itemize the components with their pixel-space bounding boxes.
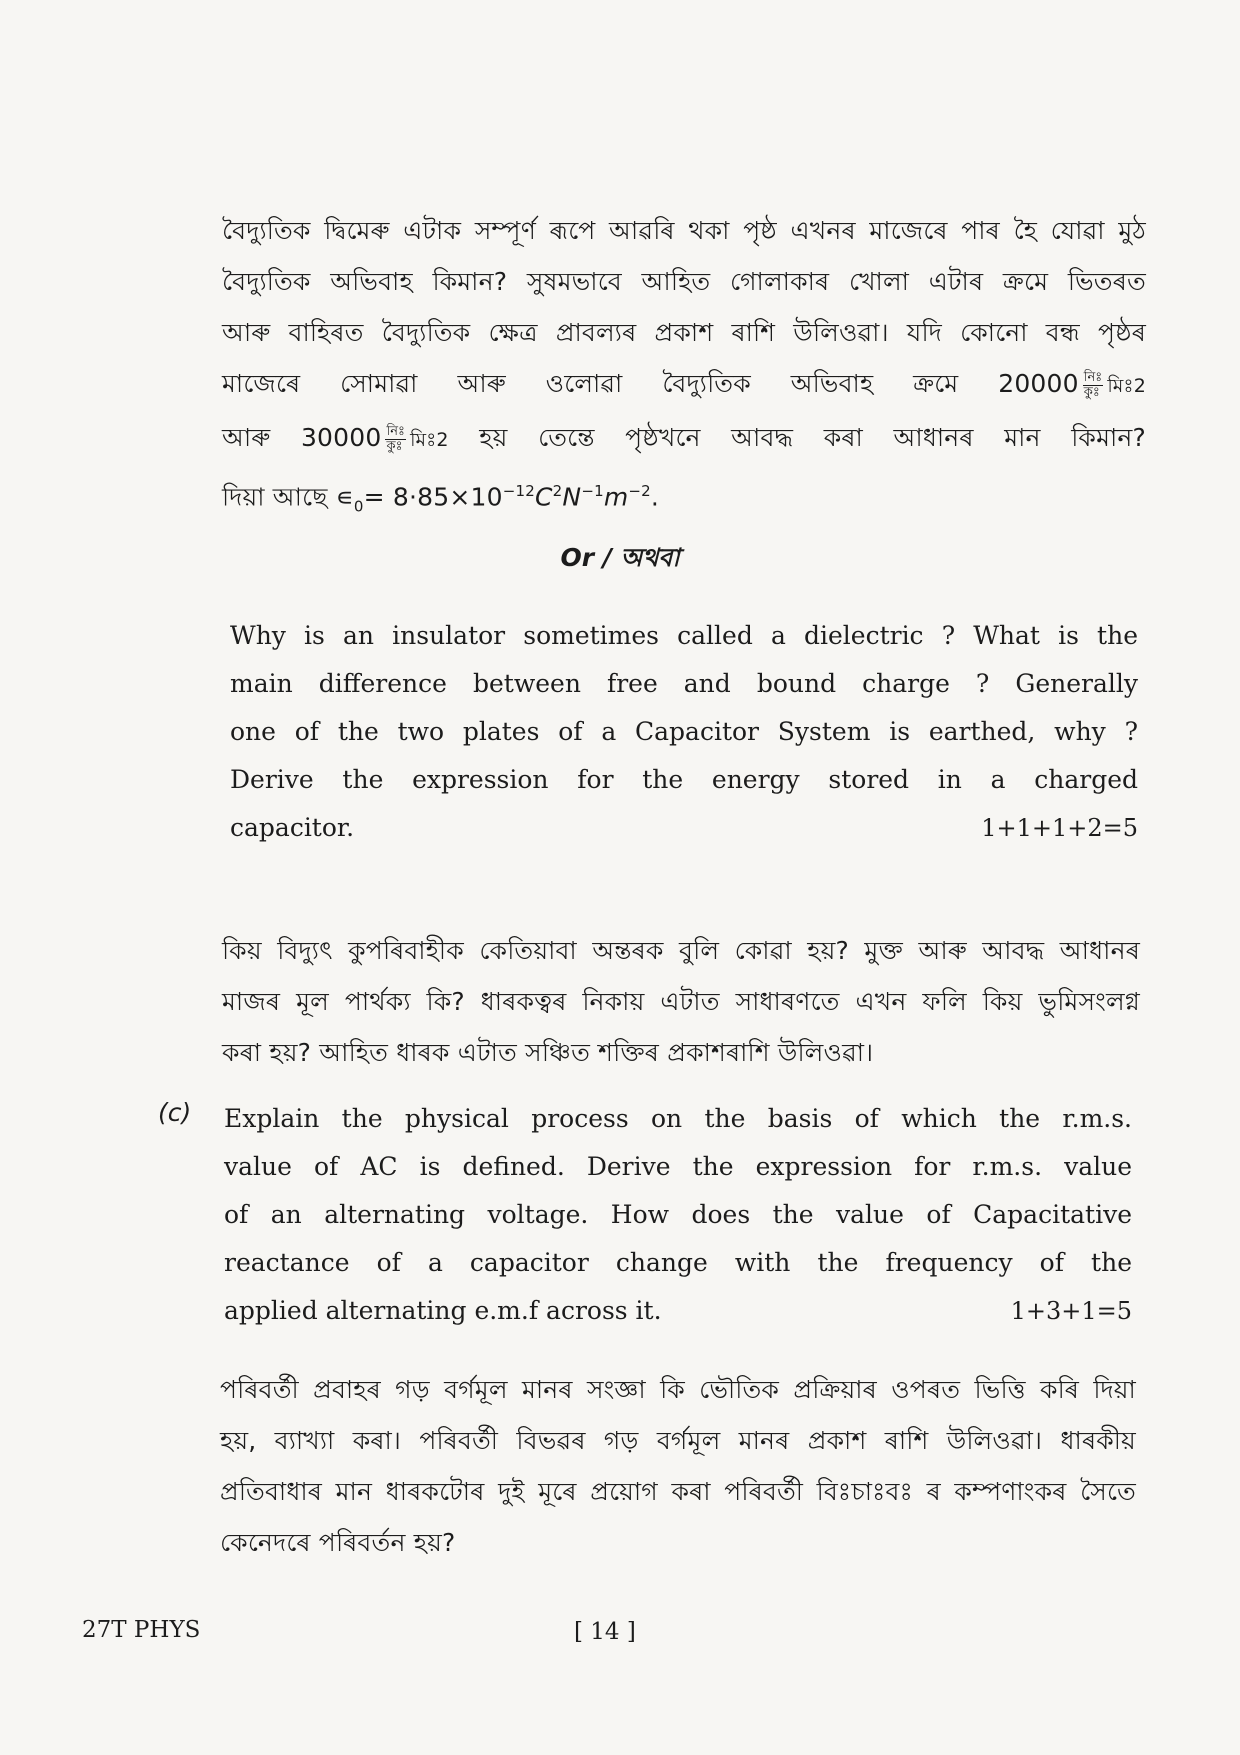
- marks: 1+1+1+2=5: [981, 814, 1138, 842]
- text-line: আৰু বাহিৰত বৈদ্যুতিক ক্ষেত্ৰ প্ৰাবল্যৰ প্ৰকাশ ৰাশি উলিওৱা। যদি কোনো বন্ধ পৃষ্ঠৰ: [222, 318, 1146, 347]
- unit-metre: মিঃ2: [410, 429, 449, 451]
- text-line: বৈদ্যুতিক অভিবাহ কিমান? সুষমভাবে আহিত গোলাকাৰ খোলা এটাৰ ক্ৰমে ভিতৰত: [222, 267, 1146, 296]
- text-line: applied alternating e.m.f across it.: [224, 1296, 662, 1325]
- unit-metre: মিঃ2: [1107, 375, 1146, 397]
- question-label-c: (c): [158, 1098, 192, 1127]
- assamese-question-dielectric: [222, 925, 1140, 1078]
- unit-fraction: $\frac{\text{নিঃ}}{\text{কুঃ}}$: [1083, 369, 1103, 400]
- flux-text: মাজেৰে সোমাৱা আৰু ওলোৱা বৈদ্যুতিক অভিবাহ ক্ৰমে: [222, 369, 959, 398]
- text-line: প্ৰতিবাধাৰ মান ধাৰকটোৰ দুই মূৰে প্ৰয়োগ কৰা পৰিবৰ্তী বিঃচাঃবঃ ৰ কম্পণাংকৰ সৈতে: [220, 1477, 1136, 1506]
- flux-value-1: 20000: [998, 369, 1079, 398]
- given-constant-line: দিয়া আছে $∊_0= 8\cdot 85\times 10^{-12}C^2N^{-1}m^{-2}$.: [222, 482, 660, 516]
- english-question-rms: [224, 1095, 1132, 1335]
- paper-code: 27T PHYS: [82, 1617, 201, 1643]
- unit-fraction: $\frac{\text{নিঃ}}{\text{কুঃ}}$: [386, 423, 406, 454]
- text-line: হয়, ব্যাখ্যা কৰা। পৰিবৰ্তী বিভৱৰ গড় বৰ্গমূল মানৰ প্ৰকাশ ৰাশি উলিওৱা। ধাৰকীয়: [220, 1426, 1136, 1455]
- text-line: value of AC is defined. Derive the expression for r.m.s. value: [224, 1152, 1132, 1181]
- text-line: of an alternating voltage. How does the value of Capacitative: [224, 1200, 1132, 1229]
- or-heading: Or / অথবা: [560, 543, 680, 572]
- marks: 1+3+1=5: [1010, 1297, 1132, 1325]
- text-line: reactance of a capacitor change with the frequency of the: [224, 1248, 1132, 1277]
- last-line-with-marks: [224, 1287, 1132, 1335]
- text-line: one of the two plates of a Capacitor System is earthed, why ?: [230, 717, 1138, 746]
- and-word: আৰু: [222, 423, 271, 452]
- text-line: main difference between free and bound charge ? Generally: [230, 669, 1138, 698]
- text-line-with-flux-values: [222, 412, 1146, 466]
- text-line-with-flux-values: [222, 358, 1146, 412]
- text-line: Explain the physical process on the basis of which the r.m.s.: [224, 1104, 1132, 1133]
- assamese-question-rms: [220, 1364, 1136, 1568]
- text-line: কেনেদৰে পৰিবৰ্তন হয়?: [220, 1528, 456, 1557]
- assamese-question-electric-flux: [222, 205, 1146, 532]
- flux-value-2: 30000: [300, 423, 382, 452]
- text-line: Why is an insulator sometimes called a dielectric ? What is the: [230, 621, 1138, 650]
- text-line: কৰা হয়? আহিত ধাৰক এটাত সঞ্চিত শক্তিৰ প্ৰকাশৰাশি উলিওৱা।: [222, 1038, 874, 1067]
- text-line: capacitor.: [230, 813, 355, 842]
- english-question-dielectric: [230, 612, 1138, 852]
- text-line: Derive the expression for the energy stored in a charged: [230, 765, 1138, 794]
- text-line: পৰিবৰ্তী প্ৰবাহৰ গড় বৰ্গমূল মানৰ সংজ্ঞা কি ভৌতিক প্ৰক্ৰিয়াৰ ওপৰত ভিত্তি কৰি দিয়া: [220, 1375, 1136, 1404]
- text-line: বৈদ্যুতিক দ্বিমেৰু এটাক সম্পূৰ্ণ ৰূপে আৱৰি থকা পৃষ্ঠ এখনৰ মাজেৰে পাৰ হৈ যোৱা মুঠ: [222, 216, 1146, 245]
- page-number: [ 14 ]: [574, 1619, 636, 1645]
- question-tail: হয় তেন্তে পৃষ্ঠখনে আবদ্ধ কৰা আধানৰ মান কিমান?: [479, 423, 1146, 452]
- text-line: কিয় বিদ্যুৎ কুপৰিবাহীক কেতিয়াবা অন্তৰক বুলি কোৱা হয়? মুক্ত আৰু আবদ্ধ আধানৰ: [222, 936, 1140, 965]
- last-line-with-marks: [230, 804, 1138, 852]
- text-line: মাজৰ মূল পাৰ্থক্য কি? ধাৰকত্বৰ নিকায় এটাত সাধাৰণতে এখন ফলি কিয় ভুমিসংলগ্ন: [222, 987, 1140, 1016]
